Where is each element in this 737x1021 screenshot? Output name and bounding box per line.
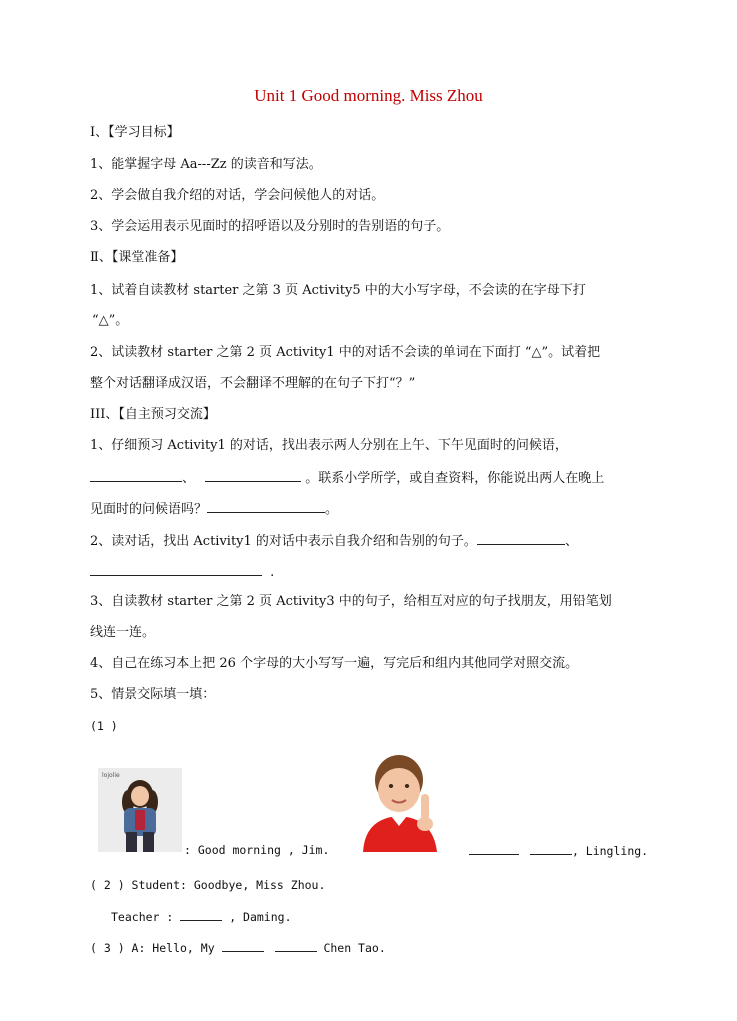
section-3-item-4: 4、自己在练习本上把 26 个字母的大小写写一遍，写完后和组内其他同学对照交流。 — [90, 656, 579, 671]
section-2-item-2b: 整个对话翻译成汉语，不会翻译不理解的在句子下打“？” — [90, 376, 416, 391]
question-1-reply — [469, 840, 669, 861]
section-1-item-3: 3、学会运用表示见面时的招呼语以及分别时的告别语的句子。 — [90, 219, 450, 234]
question-1-label: (1 ) — [90, 719, 118, 733]
separator: 、 — [564, 534, 578, 549]
section-3-item-1c — [90, 498, 660, 520]
girl-illustration — [98, 768, 182, 852]
section-3-item-1-question: 见面时的问候语吗？ — [90, 502, 208, 517]
section-3-item-2b — [90, 561, 660, 583]
section-1-heading: Ⅰ、【学习目标】 — [90, 125, 180, 140]
question-3-text: ( 3 ) A: Hello, My — [90, 941, 215, 955]
section-2-item-1a: 1、试着自读教材 starter 之第 3 页 Activity5 中的大小写字母，不会读的在字母下打 — [90, 283, 586, 298]
question-1-reply-text: , Lingling. — [571, 844, 649, 858]
question-2-student: ( 2 ) Student: Goodbye, Miss Zhou. — [90, 878, 326, 892]
page-title: Unit 1 Good morning. Miss Zhou — [254, 86, 483, 105]
section-3-item-1b — [90, 467, 660, 489]
section-3-item-1-tail: 。联系小学所学，或自查资料，你能说出两人在晚上 — [305, 471, 605, 486]
period: . — [270, 565, 275, 580]
answer-blank[interactable] — [469, 840, 519, 855]
section-2-heading: Ⅱ、【课堂准备】 — [90, 250, 184, 265]
teacher-label: Teacher : — [111, 910, 174, 924]
girl-photo — [98, 768, 182, 852]
answer-blank[interactable] — [90, 467, 182, 482]
answer-blank[interactable] — [207, 498, 325, 513]
section-3-item-2a — [90, 530, 660, 552]
section-3-item-2-text: 2、读对话，找出 Activity1 的对话中表示自我介绍和告别的句子。 — [90, 534, 477, 549]
answer-blank[interactable] — [275, 937, 317, 952]
section-3-item-1a: 1、仔细预习 Activity1 的对话，找出表示两人分别在上午、下午见面时的问候语， — [90, 438, 568, 453]
boy-illustration — [355, 748, 445, 852]
answer-blank[interactable] — [530, 840, 572, 855]
answer-blank[interactable] — [90, 561, 262, 576]
separator: 、 — [182, 471, 196, 486]
section-2-item-2a: 2、试读教材 starter 之第 2 页 Activity1 中的对话不会读的单词在下面打 “△”。试着把 — [90, 345, 601, 360]
answer-blank[interactable] — [222, 937, 264, 952]
section-1-item-2: 2、学会做自我介绍的对话，学会问候他人的对话。 — [90, 188, 385, 203]
question-2-teacher-end: , Daming. — [229, 910, 292, 924]
section-3-item-5: 5、情景交际填一填： — [90, 687, 216, 702]
answer-blank[interactable] — [477, 530, 565, 545]
section-3-item-3b: 线连一连。 — [90, 625, 156, 640]
section-1-item-1: 1、能掌握字母 Aa---Zz 的读音和写法。 — [90, 157, 322, 172]
boy-photo — [355, 748, 445, 852]
photo-watermark: lojolie — [102, 772, 120, 779]
question-3-end: Chen Tao. — [323, 941, 386, 955]
section-2-item-1b: “△”。 — [92, 313, 129, 328]
answer-blank[interactable] — [180, 906, 222, 921]
question-2-teacher — [111, 906, 681, 927]
answer-blank[interactable] — [205, 467, 301, 482]
section-3-heading: III、【自主预习交流】 — [90, 407, 216, 422]
period: 。 — [325, 502, 339, 517]
question-3 — [90, 937, 660, 958]
question-1-greeting: : Good morning , Jim. — [184, 843, 330, 857]
section-3-item-3a: 3、自读教材 starter 之第 2 页 Activity3 中的句子，给相互对应的句子找朋友，用铅笔划 — [90, 594, 612, 609]
